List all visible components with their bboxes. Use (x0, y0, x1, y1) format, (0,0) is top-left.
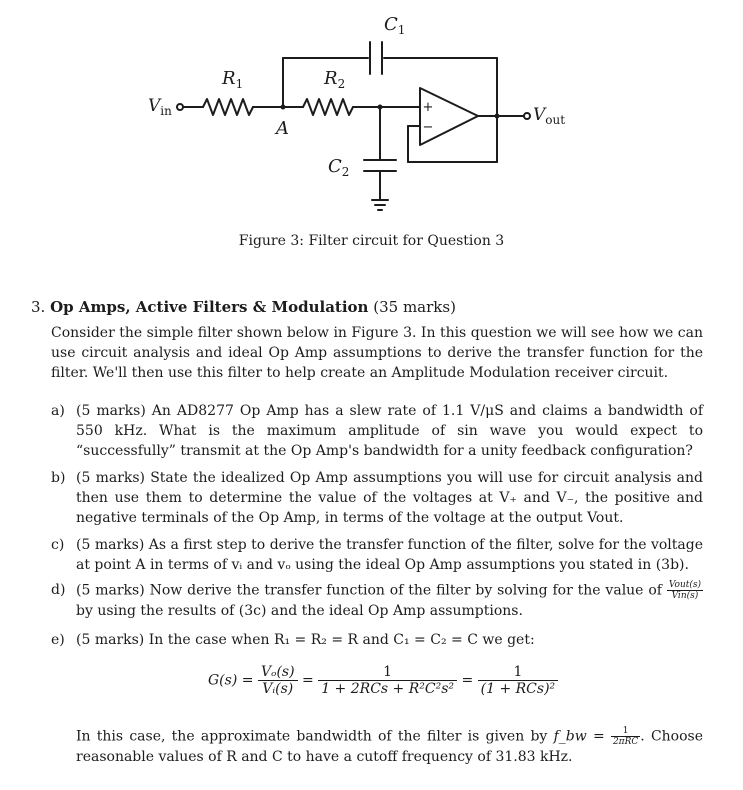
question-d-text-post: by using the results of (3c) and the ideal Op Amp assumptions. (76, 603, 523, 619)
eq-f3-num: 1 (513, 664, 523, 680)
label-vin (148, 96, 172, 118)
label-node-a: A (276, 118, 289, 139)
figure-caption: Figure 3: Filter circuit for Question 3 (238, 233, 505, 249)
question-d (51, 580, 703, 621)
bandwidth-frac-den: 2πRC (612, 737, 639, 747)
eq-lhs: G(s) = (208, 672, 254, 689)
question-c-label: c) (51, 537, 65, 553)
label-r2-main: R (324, 68, 338, 89)
question-d-label: d) (51, 582, 66, 598)
label-r1-main: R (222, 68, 236, 89)
label-r1-sub: 1 (235, 77, 244, 91)
question-d-body (76, 580, 703, 621)
closing-text-pre: In this case, the approximate bandwidth of the filter is given by (76, 728, 548, 745)
resistor-r2 (303, 99, 353, 115)
section-title: Op Amps, Active Filters & Modulation (50, 298, 369, 316)
question-e (51, 630, 703, 650)
vout-over-vin-den: Vin(s) (667, 590, 703, 601)
eq-equals-2: = (461, 672, 474, 689)
label-c1 (384, 14, 405, 37)
node-a-dot (281, 105, 286, 110)
question-c (51, 535, 703, 575)
closing-fbw: f_bw = (553, 728, 605, 745)
question-d-text-pre: (5 marks) Now derive the transfer function of the filter by solving for the value of (76, 582, 662, 599)
section-number: 3. (31, 298, 46, 316)
label-c2 (328, 156, 349, 179)
closing-paragraph (76, 726, 703, 767)
question-b (51, 468, 703, 528)
eq-f3-den: (1 + RCs)² (478, 680, 559, 697)
bandwidth-fraction (611, 726, 640, 747)
label-c1-sub: 1 (397, 23, 406, 37)
transfer-function-equation (208, 664, 558, 697)
label-c2-main: C (328, 156, 342, 177)
label-r2-sub: 2 (337, 77, 346, 91)
eq-fraction-3 (478, 664, 559, 697)
eq-f1-den: Vᵢ(s) (258, 680, 298, 697)
node-c2-dot (378, 105, 383, 110)
resistor-r1 (203, 99, 253, 115)
circuit-diagram (0, 0, 743, 230)
label-r1 (221, 68, 243, 91)
bandwidth-frac-num: 1 (622, 726, 629, 736)
question-a (51, 401, 703, 461)
eq-f1-num: Vₒ(s) (260, 664, 295, 680)
closing-body (76, 726, 703, 767)
label-vout (533, 105, 565, 127)
closing-text-post: . Choose reasonable values of R and C to have a cutoff frequency of 31.83 kHz. (76, 728, 703, 765)
label-plus: + (422, 100, 434, 115)
label-r2 (323, 68, 345, 91)
section-heading (31, 298, 456, 316)
vout-over-vin-fraction (667, 580, 703, 601)
question-a-label: a) (51, 403, 65, 419)
eq-f2-den: 1 + 2RCs + R²C²s² (318, 680, 457, 697)
question-b-label: b) (51, 470, 66, 486)
question-e-text: (5 marks) In the case when R₁ = R₂ = R and C₁ = C₂ = C we get: (76, 632, 535, 648)
section-marks: (35 marks) (373, 298, 456, 316)
eq-equals-1: = (302, 672, 314, 689)
label-vout-main: V (533, 105, 546, 125)
label-vin-main: V (148, 96, 161, 116)
vout-over-vin-num: Vout(s) (668, 580, 702, 590)
question-b-text: (5 marks) State the idealized Op Amp assumptions you will use for circuit analysis and then use them to determine the value of the voltages at V₊ and V₋, the positive and negative terminals of the Op Amp, in terms of the voltage at the output Vout. (76, 470, 703, 526)
question-a-text: (5 marks) An AD8277 Op Amp has a slew rate of 1.1 V/μS and claims a bandwidth of 550 kHz. What is the maximum amplitude of sin wave you would expect to “successfully” transmit at the Op Amp's bandwidth for a unity feedback configuration? (76, 403, 703, 459)
eq-f2-num: 1 (383, 664, 393, 680)
eq-fraction-1 (258, 664, 298, 697)
label-vout-sub: out (545, 113, 566, 127)
circuit-figure (0, 0, 743, 260)
label-c1-main: C (384, 14, 398, 35)
eq-fraction-2 (318, 664, 457, 697)
section-intro: Consider the simple filter shown below in Figure 3. In this question we will see how we can use circuit analysis and ideal Op Amp assumptions to derive the transfer function for the filter. We'll then use this filter to help create an Amplitude Modulation receiver circuit. (51, 325, 703, 381)
question-e-label: e) (51, 632, 65, 648)
op-amp (420, 88, 478, 145)
question-c-text: (5 marks) As a first step to derive the transfer function of the filter, solve for the voltage at point A in terms of vᵢ and vₒ using the ideal Op Amp assumptions you stated in (3b). (76, 537, 703, 573)
label-c2-sub: 2 (341, 165, 350, 179)
node-out-dot (495, 114, 500, 119)
label-minus: − (422, 120, 434, 135)
label-vin-sub: in (160, 104, 172, 118)
vout-terminal (524, 113, 530, 119)
